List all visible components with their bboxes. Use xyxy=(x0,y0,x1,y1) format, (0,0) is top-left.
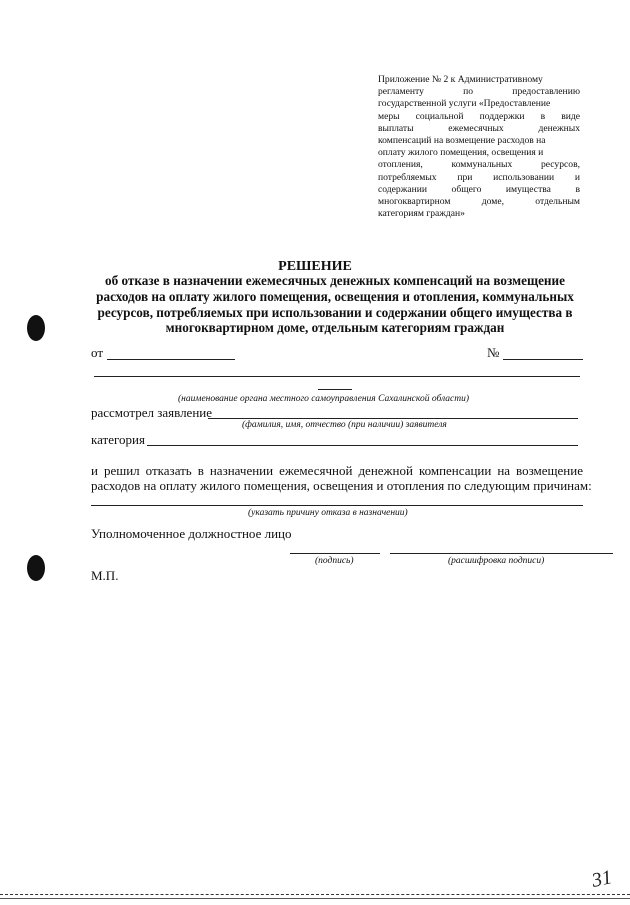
from-label: от xyxy=(91,345,104,360)
decision-text-line-1: и решил отказать в назначении ежемесячной денежной компенсации на возмещение xyxy=(91,463,583,478)
signature-decode-note: (расшифровка подписи) xyxy=(448,556,545,566)
subtitle-line: об отказе в назначении ежемесячных денежных компенсаций на возмещение xyxy=(104,273,565,288)
date-field[interactable] xyxy=(107,359,235,360)
appendix-line: отопления, коммунальных ресурсов, xyxy=(378,159,580,171)
page-number-handwritten: 31 xyxy=(589,866,614,892)
signature-field[interactable] xyxy=(290,553,380,554)
appendix-note xyxy=(378,74,580,220)
reason-field[interactable] xyxy=(91,505,583,506)
bottom-edge-line xyxy=(0,894,630,895)
applicant-note: (фамилия, имя, отчество (при наличии) заявителя xyxy=(242,420,447,430)
appendix-line: меры социальной поддержки в виде xyxy=(378,110,580,122)
reason-note: (указать причину отказа в назначении) xyxy=(248,508,408,518)
official-label: Уполномоченное должностное лицо xyxy=(91,526,292,541)
small-dash xyxy=(318,389,352,390)
category-field[interactable] xyxy=(147,445,578,446)
bottom-edge-line-2 xyxy=(0,898,630,899)
appendix-line: выплаты ежемесячных денежных xyxy=(378,122,580,134)
appendix-line: регламенту по предоставлению xyxy=(378,86,580,98)
organ-field[interactable] xyxy=(94,376,580,377)
subtitle-line: расходов на оплату жилого помещения, освещения и отопления, коммунальных xyxy=(96,288,574,304)
category-label: категория xyxy=(91,432,145,447)
reviewed-label: рассмотрел заявление xyxy=(91,405,213,420)
appendix-line: содержании общего имущества в xyxy=(378,183,580,195)
organ-note: (наименование органа местного самоуправления Сахалинской области) xyxy=(178,394,470,404)
subtitle-line: многоквартирном доме, отдельным категориям граждан xyxy=(165,320,505,336)
appendix-line: Приложение № 2 к Административному xyxy=(378,74,543,85)
applicant-field[interactable] xyxy=(208,418,578,419)
punch-hole-bottom xyxy=(27,555,45,581)
number-field[interactable] xyxy=(503,359,583,360)
signature-note: (подпись) xyxy=(315,556,354,566)
document-title: РЕШЕНИЕ xyxy=(278,259,352,274)
appendix-line: потребляемых при использовании и xyxy=(378,171,580,183)
punch-hole-top xyxy=(27,315,45,341)
stamp-label: М.П. xyxy=(91,568,119,583)
signature-decode-field[interactable] xyxy=(390,553,613,554)
subtitle-line: ресурсов, потребляемых при использовании и содержании общего имущества в xyxy=(97,304,573,320)
number-label: № xyxy=(487,345,500,360)
appendix-line: компенсаций на возмещение расходов на xyxy=(378,135,546,147)
appendix-line: оплату жилого помещения, освещения и xyxy=(378,147,544,159)
document-subtitle xyxy=(95,273,575,336)
appendix-line: государственной услуги «Предоставление xyxy=(378,98,551,110)
appendix-line: категориям граждан» xyxy=(378,208,465,220)
appendix-line: многоквартирном доме, отдельным xyxy=(378,196,580,208)
decision-text-line-2: расходов на оплату жилого помещения, освещения и отопления по следующим причинам: xyxy=(91,478,592,493)
